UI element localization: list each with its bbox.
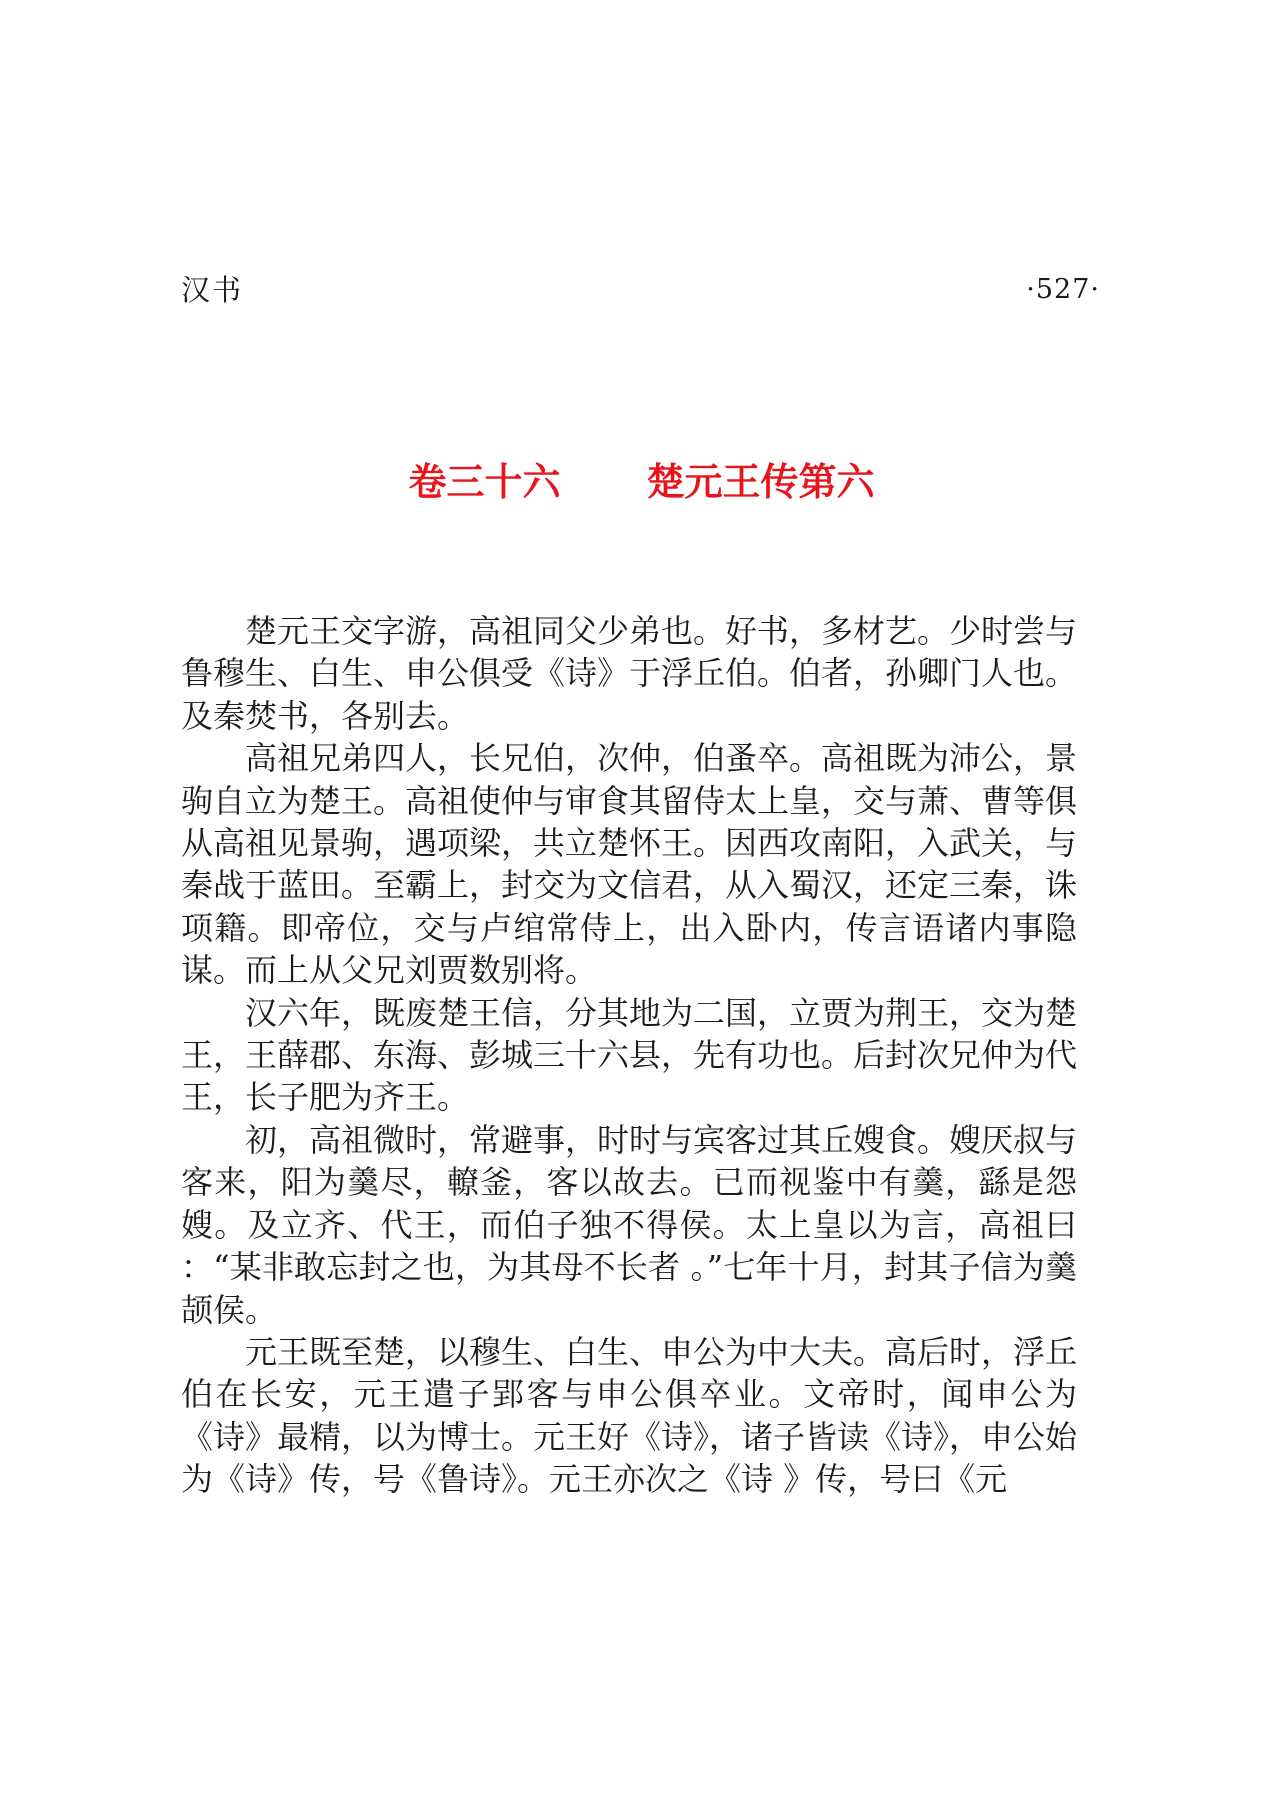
body-text — [181, 610, 1077, 1501]
chapter-heading — [0, 452, 1283, 512]
book-title: 汉书 — [181, 273, 244, 307]
paragraph: 汉六年，既废楚王信，分其地为二国，立贾为荆王，交为楚王，王薛郡、东海、彭城三十六县，先有功也。后封次兄仲为代王，长子肥为齐王。 — [181, 993, 1078, 1117]
running-header — [181, 268, 1100, 312]
chapter-title: 楚元王传第六 — [646, 460, 875, 504]
page-number: ·527· — [1026, 274, 1100, 305]
paragraph: 初，高祖微时，常避事，时时与宾客过其丘嫂食。嫂厌叔与客来，阳为羹尽，轑釜，客以故去。已而视鉴中有羹，繇是怨嫂。及立齐、代王，而伯子独不得侯。太上皇以为言，高祖曰 ：“某非敢忘封之也，为其母不长者 。”七年十月，封其子信为羹颉侯。 — [181, 1120, 1078, 1329]
paragraph: 高祖兄弟四人，长兄伯，次仲，伯蚤卒。高祖既为沛公，景驹自立为楚王。高祖使仲与审食其留侍太上皇，交与萧、曹等俱从高祖见景驹，遇项梁，共立楚怀王。因西攻南阳，入武关，与秦战于蓝田。至霸上，封交为文信君，从入蜀汉，还定三秦，诛项籍。即帝位，交与卢绾常侍上，出入卧内，传言语诸内事隐谋。而上从父兄刘贾数别将。 — [181, 739, 1078, 990]
paragraph: 楚元王交字游，高祖同父少弟也。好书，多材艺。少时尝与鲁穆生、白生、申公俱受《诗》于浮丘伯。伯者，孙卿门人也。及秦焚书，各别去。 — [181, 612, 1078, 735]
chapter-volume: 卷三十六 — [408, 460, 561, 504]
paragraph: 元王既至楚，以穆生、白生、申公为中大夫。高后时，浮丘伯在长安，元王遣子郢客与申公俱卒业。文帝时，闻申公为《诗》最精，以为博士。元王好《诗》，诸子皆读《诗》，申公始为《诗》传，号《鲁诗》。元王亦次之《诗 》传，号曰《元 — [181, 1332, 1078, 1499]
